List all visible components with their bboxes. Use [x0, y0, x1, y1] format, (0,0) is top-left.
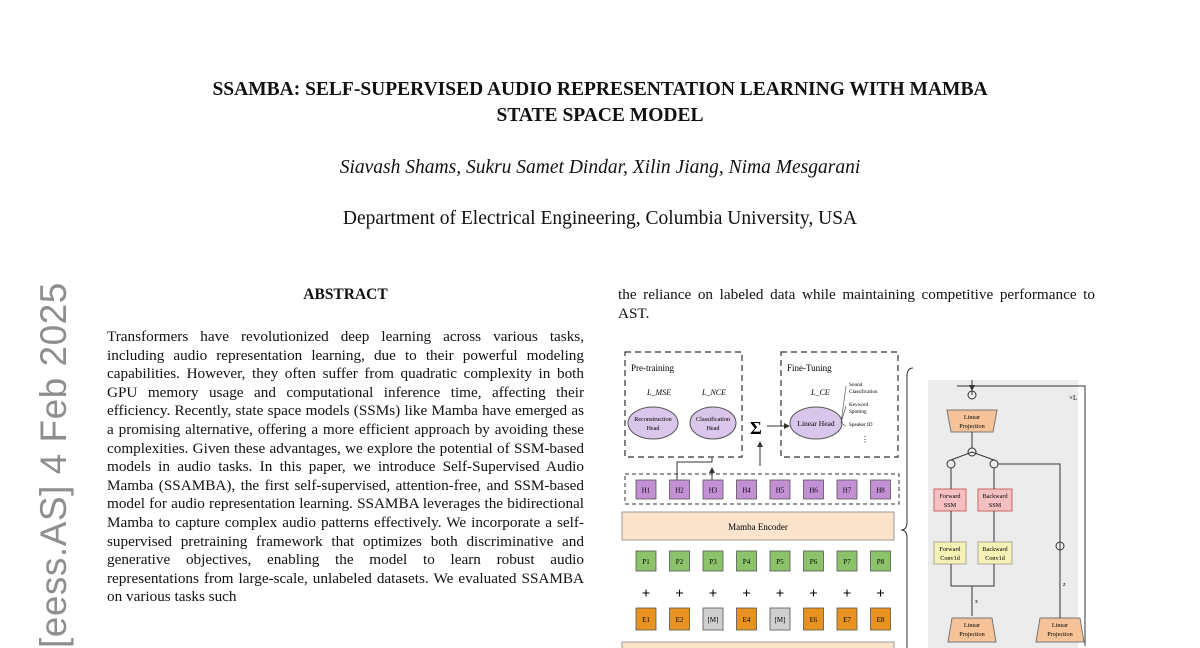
forward-ssm-l1: Forward [939, 493, 961, 500]
hidden-token-label-2: H2 [675, 486, 684, 495]
paper-title-line-2: STATE SPACE MODEL [496, 105, 704, 126]
hidden-token-label-4: H4 [742, 486, 751, 495]
patch-token-label-3: P3 [709, 558, 717, 566]
connector-pretrain [677, 458, 712, 480]
task-spotting: Spotting [849, 409, 867, 415]
mamba-encoder-label: Mamba Encoder [728, 522, 788, 532]
classification-head [690, 407, 736, 439]
task-connectors [841, 386, 846, 426]
plus-sign-2: + [675, 586, 684, 602]
plus-sign-5: + [775, 586, 785, 602]
task-speaker-id: Speaker ID [849, 422, 873, 428]
classification-head-l1: Classification [695, 416, 731, 423]
bottom-lp-left-l1: Linear [963, 622, 981, 629]
plus-sign-7: + [842, 586, 852, 602]
abstract-body: Transformers have revolutionized deep learning across various tasks, including audio representation learning, due to their powerful modeling capabilities. However, they often suffer from quadratic complexity in both GPU memory usage and computational inference time, affecting their efficiency. Recently, state space models (SSMs) like Mamba have emerged as a promising alternative, offering a more efficient approach by avoiding these complexities. Given these advantages, we explore the potential of SSM-based models in audio tasks. In this paper, we introduce Self-Supervised Audio Mamba (SSAMBA), the first self-supervised, attention-free, and SSM-based model for audio representation learning. SSAMBA leverages the bidirectional Mamba to capture complex audio patterns effectively. We incorporate a self-supervised pretraining framework that optimizes both discriminative and generative objectives, enabling the model to learn robust audio representations from large-scale, unlabeled datasets. We evaluated SSAMBA on various tasks such [107, 328, 584, 606]
loss-ce-label: L_CE [811, 388, 830, 397]
forward-ssm-l2: SSM [943, 502, 957, 509]
embed-token-label-6: E6 [809, 616, 818, 624]
x-label: x [975, 599, 978, 605]
bottom-lp-right-l2: Projection [1047, 631, 1073, 638]
right-column-text: the reliance on labeled data while maintaining competitive performance to AST. [618, 286, 1095, 322]
brace [901, 368, 913, 648]
embed-token-label-5: [M] [774, 616, 786, 624]
bottom-lp-left-l2: Projection [959, 631, 985, 638]
arxiv-side-stamp: [eess.AS] 4 Feb 2025 [33, 282, 74, 648]
forward-conv-l2: Conv1d [940, 555, 960, 562]
patch-tokens-row [636, 551, 891, 571]
patch-token-label-4: P4 [742, 558, 751, 566]
bottom-lp-right-l1: Linear [1051, 622, 1069, 629]
plus-sign-4: + [742, 586, 751, 602]
hidden-token-label-6: H6 [809, 486, 818, 495]
pretraining-label: Pre-training [631, 363, 674, 373]
linear-head-label: Linear Head [797, 419, 835, 428]
plus-sign-3: + [708, 586, 718, 602]
patch-token-label-2: P2 [675, 558, 684, 566]
plus-row [642, 586, 885, 602]
paper-affiliation: Department of Electrical Engineering, Columbia University, USA [342, 208, 858, 229]
paper-title-line-1: SSAMBA: SELF-SUPERVISED AUDIO REPRESENTATION LEARNING WITH MAMBA [212, 79, 988, 100]
classification-head-l2: Head [706, 425, 720, 432]
embed-tokens-row [636, 608, 891, 630]
reconstruction-head-l2: Head [646, 425, 660, 432]
embed-token-label-3: [M] [707, 616, 719, 624]
hidden-tokens-row [636, 480, 891, 499]
architecture-figure [617, 346, 1097, 648]
embed-token-label-8: E8 [876, 616, 885, 624]
embed-token-label-7: E7 [843, 616, 851, 624]
hidden-tokens-group [625, 474, 899, 504]
patch-token-label-8: P8 [876, 558, 885, 566]
loss-mse-label: L_MSE [647, 388, 671, 397]
patch-token-label-6: P6 [809, 558, 818, 566]
top-lp-l2: Projection [959, 423, 985, 430]
task-keyword: Keyword [849, 402, 869, 408]
paper-authors: Siavash Shams, Sukru Samet Dindar, Xilin Jiang, Nima Mesgarani [339, 157, 861, 178]
task-ellipsis: ⋮ [861, 435, 869, 444]
repeat-label: ×L [1069, 394, 1078, 402]
top-lp-l1: Linear [963, 414, 981, 421]
task-sound: Sound [849, 382, 863, 388]
plus-sign-6: + [809, 586, 818, 602]
plus-sign-8: + [876, 586, 885, 602]
task-classification: Classification [849, 389, 878, 395]
hidden-token-label-1: H1 [641, 486, 651, 495]
backward-ssm-l1: Backward [982, 493, 1008, 500]
embed-token-label-1: E1 [642, 616, 650, 624]
embed-token-label-4: E4 [742, 616, 751, 624]
hidden-token-label-8: H8 [876, 486, 885, 495]
loss-nce-label: L_NCE [702, 388, 727, 397]
patch-token-label-7: P7 [843, 558, 851, 566]
abstract-heading: ABSTRACT [303, 286, 388, 303]
embed-token-label-2: E2 [675, 616, 684, 624]
sum-symbol: Σ [750, 418, 762, 438]
plus-sign-1: + [641, 586, 651, 602]
forward-conv-l1: Forward [939, 546, 961, 553]
hidden-token-label-5: H5 [775, 486, 785, 495]
backward-ssm-l2: SSM [988, 502, 1002, 509]
z-label: z [1063, 582, 1066, 588]
bottom-box [622, 642, 894, 648]
paper-title [100, 77, 1100, 129]
reconstruction-head [628, 407, 678, 439]
backward-conv-l1: Backward [982, 546, 1008, 553]
backward-conv-l2: Conv1d [985, 555, 1005, 562]
patch-token-label-1: P1 [642, 558, 650, 566]
hidden-token-label-3: H3 [708, 486, 718, 495]
finetuning-label: Fine-Tuning [787, 363, 832, 373]
reconstruction-head-l1: Reconstruction [634, 416, 672, 423]
hidden-token-label-7: H7 [842, 486, 852, 495]
patch-token-label-5: P5 [776, 558, 784, 566]
